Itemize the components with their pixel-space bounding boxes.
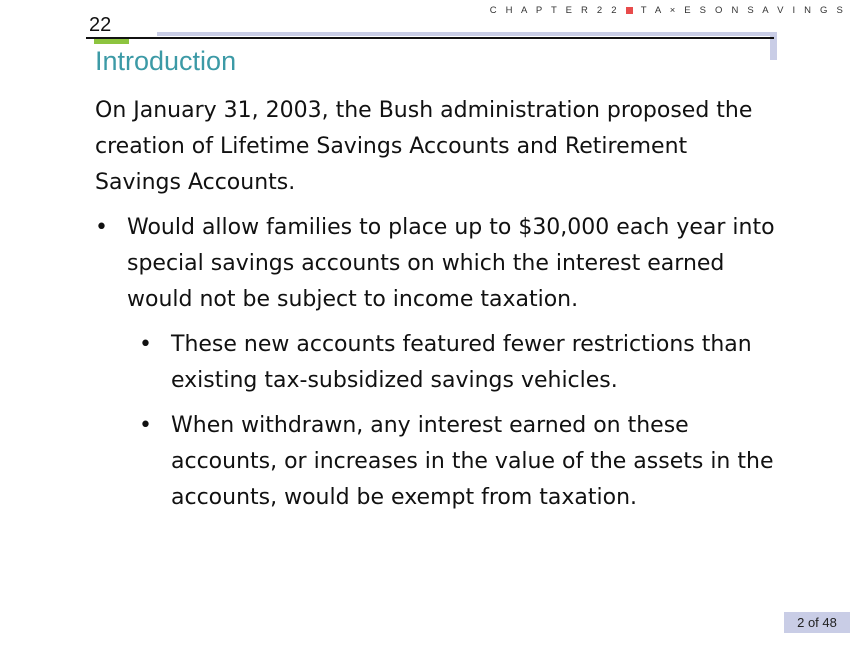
- chapter-title: T A × E S O N S A V I N G S: [640, 5, 846, 16]
- slide-title: Introduction: [95, 46, 237, 76]
- slide-body: [95, 93, 775, 525]
- bullet-icon: •: [139, 332, 152, 357]
- page-indicator: 2 of 48: [784, 612, 850, 633]
- chapter-number: 22: [89, 14, 112, 36]
- bullet-icon: •: [95, 215, 108, 240]
- green-accent-bar: [94, 39, 129, 44]
- header-accent-bar: [157, 32, 777, 36]
- chapter-header: [490, 5, 846, 16]
- sub-bullet-item: [139, 327, 775, 399]
- bullet-item: [95, 210, 775, 318]
- sub-bullet-item: [139, 408, 775, 516]
- bullet-icon: •: [139, 413, 152, 438]
- intro-paragraph: On January 31, 2003, the Bush administration proposed the creation of Lifetime Savings Accounts and Retirement Savings Accounts.: [95, 98, 753, 195]
- chapter-label: C H A P T E R 2 2: [489, 5, 620, 16]
- red-square-icon: [626, 7, 633, 14]
- header-rule: [86, 37, 774, 39]
- bullet-text: These new accounts featured fewer restrictions than existing tax-subsidized savings vehicles.: [171, 332, 752, 393]
- header-accent-bar-right: [770, 36, 777, 60]
- bullet-text: Would allow families to place up to $30,000 each year into special savings accounts on which the interest earned would not be subject to income taxation.: [127, 215, 775, 312]
- bullet-text: When withdrawn, any interest earned on these accounts, or increases in the value of the assets in the accounts, would be exempt from taxation.: [171, 413, 774, 510]
